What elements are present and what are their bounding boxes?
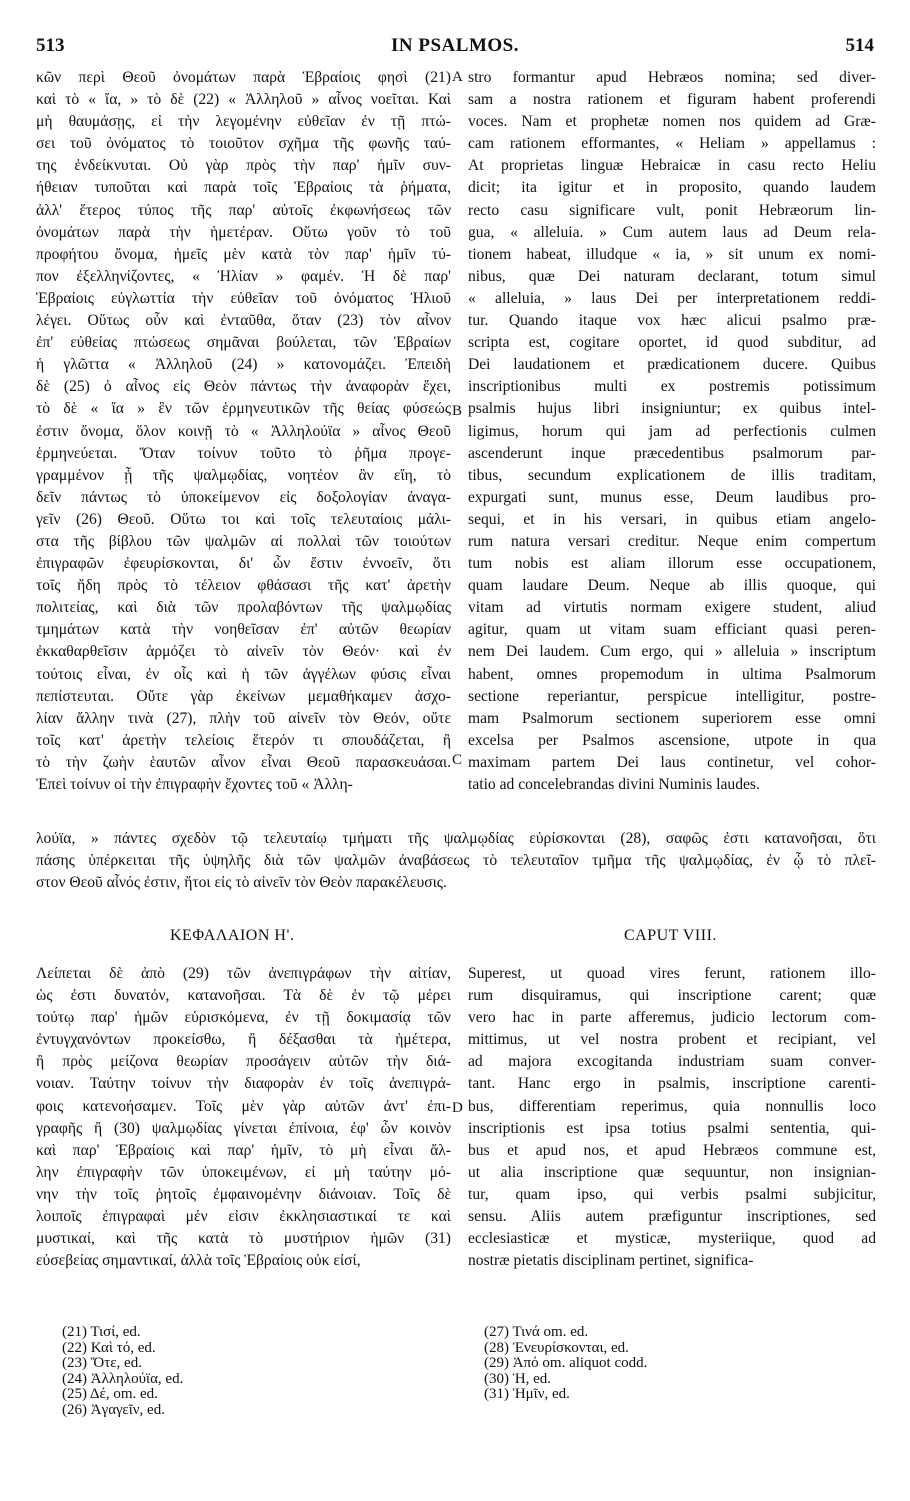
text-line: τοῖς κατ' ἀρετὴν τελείοις ἕτερόν τι σπουδάζεται, ἢ xyxy=(36,731,451,749)
text-line: stro formantur apud Hebræos nomina; sed diver- xyxy=(468,69,876,86)
text-line: ήθειαν τυποῦται καὶ παρὰ τοῖς Ἑβραίοις τὰ ῥήματα, xyxy=(36,179,451,197)
margin-letter-d: D xyxy=(452,1100,463,1116)
text-line: ἐπιγραφῶν ἐφευρίσκονται, δι' ὧν ἔστιν ἐννοεῖν, ὅτι xyxy=(36,555,451,573)
text-line: πον ἐξελληνίζοντες, « Ἠλίαν » φαμέν. Ἡ δὲ παρ' xyxy=(36,267,451,285)
text-line: λην ἐπιγραφὴν τῶν ὑποκειμένων, εἰ μὴ ταύτην μό- xyxy=(36,1163,451,1181)
text-line: γεῖν (26) Θεοῦ. Οὕτω τοι καὶ τοῖς τελευταίοις μάλι- xyxy=(36,510,451,528)
footnote: (22) Καὶ τό, ed. xyxy=(62,1339,156,1356)
text-line: vitam ad virtutis normam exigere student, aliud xyxy=(468,599,876,617)
text-line: τὸ δὲ « ἴα » ἓν τῶν ἑρμηνευτικῶν τῆς θείας φύσεώς xyxy=(36,400,451,418)
text-line: recto casu significare vult, ponit Hebræorum lin- xyxy=(468,201,876,219)
footnote: (31) Ἡμῖν, ed. xyxy=(484,1386,570,1402)
text-line: εὐσεβείας σημαντικαί, ἀλλὰ τοῖς Ἑβραίοις οὐκ εἰσί, xyxy=(36,1252,361,1270)
text-line: πεπίστευται. Οὔτε γὰρ ἐκείνων μεμαθήκαμεν ἀσχο- xyxy=(36,687,451,705)
text-line: ascenderunt inque præcedentibus psalmorum par- xyxy=(468,444,876,462)
text-line: μυστικαί, καὶ τῆς κατὰ τὸ μυστήριον ἡμῶν (31) xyxy=(36,1230,451,1248)
footnote: (28) Ἐνευρίσκονται, ed. xyxy=(484,1339,629,1356)
text-line: πολιτείας, καὶ διὰ τῶν προλαβόντων τῆς ψαλμῳδίας xyxy=(36,599,451,617)
text-line: σει τοῦ ὀνόματος τὸ τοιοῦτον σχῆμα τῆς φωνῆς ταύ- xyxy=(36,135,451,153)
text-line: nibus, quæ Dei naturam declarant, totum simul xyxy=(468,267,876,285)
text-line: ὀνομάτων παρὰ τὴν ἡμετέραν. Οὕτω γοῦν τὸ τοῦ xyxy=(36,223,451,241)
footnote: (25) Δέ, om. ed. xyxy=(62,1386,158,1402)
page-number-left: 513 xyxy=(36,35,65,56)
text-line: τούτοις εἶναι, ἐν οἷς καὶ ἡ τῶν ἀγγέλων φύσις εἶναι xyxy=(36,665,451,683)
text-line: scripta est, cogitare oportet, id quod subditur, ad xyxy=(468,334,876,352)
text-line: Ἐπεὶ τοίνυν οἱ τὴν ἐπιγραφὴν ἔχοντες τοῦ « Ἀλλη- xyxy=(36,776,353,793)
text-line: στα τῆς βίβλου τῶν ψαλμῶν αἱ πολλαὶ τῶν τοιούτων xyxy=(36,532,451,550)
chapter-heading-latin: CAPUT VIII. xyxy=(624,927,717,944)
text-line: ἐντυγχανόντων προκείσθω, ἢ δέξασθαι τὰ ἡμέτερα, xyxy=(36,1031,451,1049)
text-line: tatio ad concelebrandas divini Numinis laudes. xyxy=(468,776,760,793)
footnote: (30) Ἡ, ed. xyxy=(484,1370,552,1387)
text-line: tant. Hanc ergo in psalmis, inscriptione carenti- xyxy=(468,1075,876,1093)
text-line: Dei laudationem et prædicationem ducere. Quibus xyxy=(468,356,876,374)
text-line: ἀλλ' ἕτερος τύπος τῆς παρ' αὐτοῖς ἐκφωνήσεως τῶν xyxy=(36,201,451,219)
text-line: ἢ πρὸς μείζονα θεωρίαν προσάγειν αὐτῶν τὴν διά- xyxy=(36,1053,451,1071)
footnote: (24) Ἀλληλούϊα, ed. xyxy=(62,1370,184,1387)
footnote: (23) Ὅτε, ed. xyxy=(62,1355,142,1371)
text-line: τοῖς ἤδη πρὸς τὸ τέλειον φθάσασι τῆς κατ' ἀρετὴν xyxy=(36,577,451,595)
text-line: dicit; ita igitur et in proposito, quando laudem xyxy=(468,179,876,197)
text-line: tionem habeat, illudque « ia, » sit unum ex nomi- xyxy=(468,245,876,263)
text-line: γραμμένον ᾖ τῆς ψαλμῳδίας, νοητέον ἂν εἴη, τὸ xyxy=(36,466,451,484)
text-line: λίαν ἄλλην τινὰ (27), πλὴν τοῦ αἰνεῖν τὸν Θεόν, οὔτε xyxy=(36,709,451,727)
text-line: sequi, et in his versari, in quibus etiam angelo- xyxy=(468,510,876,528)
text-line: τὸ τὴν ζωὴν ἑαυτῶν αἶνον εἶναι Θεοῦ παρασκευάσαι. xyxy=(36,753,451,771)
footnotes-right xyxy=(484,1325,647,1403)
text-line: τμημάτων κατὰ τὴν νοηθεῖσαν ἐπ' αὐτῶν θεωρίαν xyxy=(36,621,451,639)
text-line: της ἐνδείκνυται. Οὐ γὰρ πρὸς τὴν παρ' ἡμῖν συν- xyxy=(36,157,451,175)
footnote: (29) Ἀπό om. aliquot codd. xyxy=(484,1355,648,1371)
footnotes-left xyxy=(62,1325,183,1418)
text-line: psalmis hujus libri insigniuntur; ex quibus intel- xyxy=(468,400,876,418)
text-line: φοις κατενοήσαμεν. Τοῖς μὲν γὰρ αὐτῶν ἀντ' ἐπι- xyxy=(36,1097,451,1115)
text-line: rum disquiramus, qui inscriptione carent; quæ xyxy=(468,987,876,1005)
text-line: Λείπεται δὲ ἀπὸ (29) τῶν ἀνεπιγράφων τὴν αἰτίαν, xyxy=(36,965,451,982)
text-line: ἐπ' εὐθείας πτώσεως σημᾶναι βούλεται, τῶν Ἑβραίων xyxy=(36,334,451,352)
text-line: habent, omnes propemodum in ultima Psalmorum xyxy=(468,665,876,683)
text-line: δεῖν πάντως τὸ ὑποκείμενον εἰς δοξολογίαν ἀναγα- xyxy=(36,488,451,506)
text-line: ἐκκαθαρθεῖσιν ἁρμόζει τὸ αἰνεῖν τὸν Θεόν· καὶ ἐν xyxy=(36,643,451,661)
text-line: ad majora excogitanda industriam suam conver- xyxy=(468,1053,876,1071)
text-line: vero hac in parte afferemus, judicio lectorum com- xyxy=(468,1009,876,1027)
text-line: πάσης ὑπέρκειται τῆς ὑψηλῆς διὰ τῶν ψαλμῶν ἀναβάσεως τὸ τελευταῖον τμῆμα τῆς ψαλμῳδίας, ἐν ᾧ τὸ πλεῖ- xyxy=(36,852,876,870)
text-line: κῶν περὶ Θεοῦ ὀνομάτων παρὰ Ἑβραίοις φησὶ (21) xyxy=(36,69,451,86)
running-title: IN PSALMOS. xyxy=(391,35,519,56)
latin-column-lower xyxy=(468,963,876,1272)
text-line: tibus, secundum explicationem de illis traditam, xyxy=(468,466,876,484)
text-line: Ἑβραίοις εὐγλωττία τὴν εὐθεῖαν τοῦ ὀνόματος Ἠλιοῦ xyxy=(36,289,451,307)
text-line: νοιαν. Ταύτην τοίνυν τὴν διαφορὰν ἐν τοῖς ἀνεπιγρά- xyxy=(36,1075,451,1093)
text-line: At proprietas linguæ Hebraicæ in casu recto Heliu xyxy=(468,157,876,175)
text-line: ἡ γλῶττα « Ἀλληλοῦ (24) » κατονομάζει. Ἐπειδὴ xyxy=(36,356,451,374)
text-line: τούτῳ παρ' ἡμῶν εὑρισκόμενα, ἐν τῇ δοκιμασίᾳ τῶν xyxy=(36,1009,451,1027)
text-line: rum natura versari creditur. Neque enim compertum xyxy=(468,532,876,550)
text-line: καὶ τὸ « ἴα, » τὸ δὲ (22) « Ἀλληλοῦ » αἶνος νοεῖται. Καὶ xyxy=(36,91,451,109)
text-line: προφήτου ὄνομα, ἡμεῖς μὲν κατὰ τὸν παρ' ἡμῖν τύ- xyxy=(36,245,451,263)
text-line: inscriptionibus multi ex postremis potissimum xyxy=(468,378,876,396)
greek-column-lower xyxy=(36,963,451,1272)
text-line: quam laudare Deum. Neque ab illis quoque, qui xyxy=(468,577,876,595)
greek-column-upper xyxy=(36,67,451,796)
text-line: στον Θεοῦ αἶνός ἐστιν, ἤτοι εἰς τὸ αἰνεῖν τὸν Θεὸν παρακέλευσις. xyxy=(36,874,447,892)
text-line: sectione reperiantur, perspicue intelligitur, postre- xyxy=(468,687,876,705)
text-line: excelsa per Psalmos ascensione, utpote in qua xyxy=(468,731,876,749)
text-line: bus, differentiam reperimus, quia nonnullis loco xyxy=(468,1097,876,1115)
latin-column-upper xyxy=(468,67,876,796)
text-line: ecclesiasticæ et mysticæ, mysteriique, quod ad xyxy=(468,1230,876,1248)
text-line: λέγει. Οὕτως οὖν καὶ ἐνταῦθα, ὅταν (23) τὸν αἶνον xyxy=(36,312,451,330)
text-line: γραφῆς ἢ (30) ψαλμῳδίας γίνεται ἐπίνοια, ἐφ' ὧν κοινὸν xyxy=(36,1119,451,1137)
text-line: tur, quam ipso, qui verbis psalmi subjicitur, xyxy=(468,1185,876,1203)
chapter-heading-greek: ΚΕΦΑΛΑΙΟΝ Η'. xyxy=(170,927,295,944)
text-line: nem Dei laudem. Cum ergo, qui » alleluia » inscriptum xyxy=(468,643,876,661)
text-line: nostræ pietatis disciplinam pertinet, significa- xyxy=(468,1252,754,1270)
text-line: bus et apud nos, et apud Hebræos commune est, xyxy=(468,1141,876,1159)
text-line: inscriptionis est ipsa totius psalmi sententia, qui- xyxy=(468,1119,876,1137)
text-line: sensu. Aliis autem præfiguntur inscriptiones, sed xyxy=(468,1208,876,1226)
footnote: (27) Τινά om. ed. xyxy=(484,1324,589,1340)
text-line: καὶ παρ' Ἑβραίοις καὶ παρ' ἡμῖν, τὸ μὴ εἶναι ἄλ- xyxy=(36,1141,451,1159)
greek-fullwidth-paragraph xyxy=(36,828,876,894)
footnote: (26) Ἀγαγεῖν, ed. xyxy=(62,1401,165,1418)
text-line: ἑρμηνεύεται. Ὅταν τοίνυν τοῦτο τὸ ῥῆμα προγε- xyxy=(36,444,451,462)
text-line: tur. Quando itaque vox hæc alicui psalmo præ- xyxy=(468,312,876,330)
text-line: νην τὴν τοῖς ῥητοῖς ἐμφαινομένην διάνοιαν. Τοῖς δὲ xyxy=(36,1185,451,1203)
margin-letter-b: B xyxy=(452,403,463,419)
footnote: (21) Τισί, ed. xyxy=(62,1324,141,1340)
text-line: Superest, ut quoad vires ferunt, rationem illo- xyxy=(468,965,876,982)
text-line: λοιποῖς ἐπιγραφαὶ μέν εἰσιν ἐκκλησιαστικαί τε καὶ xyxy=(36,1208,451,1226)
text-line: mittimus, ut vel nostra probent et recipiant, vel xyxy=(468,1031,876,1049)
text-line: λούϊα, » πάντες σχεδὸν τῷ τελευταίῳ τμήματι τῆς ψαλμῳδίας εὑρίσκονται (28), σαφῶς ἐστι κατανοῆσαι, ὅτι xyxy=(36,830,876,847)
text-line: « alleluia, » laus Dei per interpretationem reddi- xyxy=(468,289,876,307)
text-line: tum nobis est aliam illorum esse occupationem, xyxy=(468,555,876,573)
text-line: cam rationem efformantes, « Heliam » appellamus : xyxy=(468,135,876,153)
page-number-right: 514 xyxy=(845,35,874,56)
text-line: δὲ (25) ὁ αἶνος εἰς Θεὸν πάντως τὴν ἀναφορὰν ἔχει, xyxy=(36,378,451,396)
text-line: ὡς ἐστι δυνατόν, κατανοῆσαι. Τὰ δὲ ἐν τῷ μέρει xyxy=(36,987,451,1005)
margin-letter-a: A xyxy=(452,69,463,85)
text-line: voces. Nam et prophetæ nomen nos quidem ad Græ- xyxy=(468,113,876,131)
running-header xyxy=(36,35,874,59)
text-line: sam a nostra rationem et figuram habent proferendi xyxy=(468,91,876,109)
text-line: ἐστιν ὄνομα, ὅλον κοινῇ τὸ « Ἀλληλούϊα » αἶνος Θεοῦ xyxy=(36,422,451,440)
text-line: ligimus, horum qui jam ad perfectionis culmen xyxy=(468,422,876,440)
text-line: expurgati sunt, munus esse, Deum laudibus pro- xyxy=(468,488,876,506)
text-line: μὴ θαυμάσῃς, εἰ τὴν λεγομένην εὐθεῖαν ἐν τῇ πτώ- xyxy=(36,113,451,131)
text-line: mam Psalmorum sectionem superiorem esse omni xyxy=(468,709,876,727)
text-line: gua, « alleluia. » Cum autem laus ad Deum rela- xyxy=(468,223,876,241)
margin-letter-c: C xyxy=(452,752,463,768)
text-line: maximam partem Dei laus continetur, vel cohor- xyxy=(468,753,876,771)
text-line: agitur, quam ut vitam suam efficiant quasi peren- xyxy=(468,621,876,639)
text-line: ut alia inscriptione quæ sequuntur, non insignian- xyxy=(468,1163,876,1181)
